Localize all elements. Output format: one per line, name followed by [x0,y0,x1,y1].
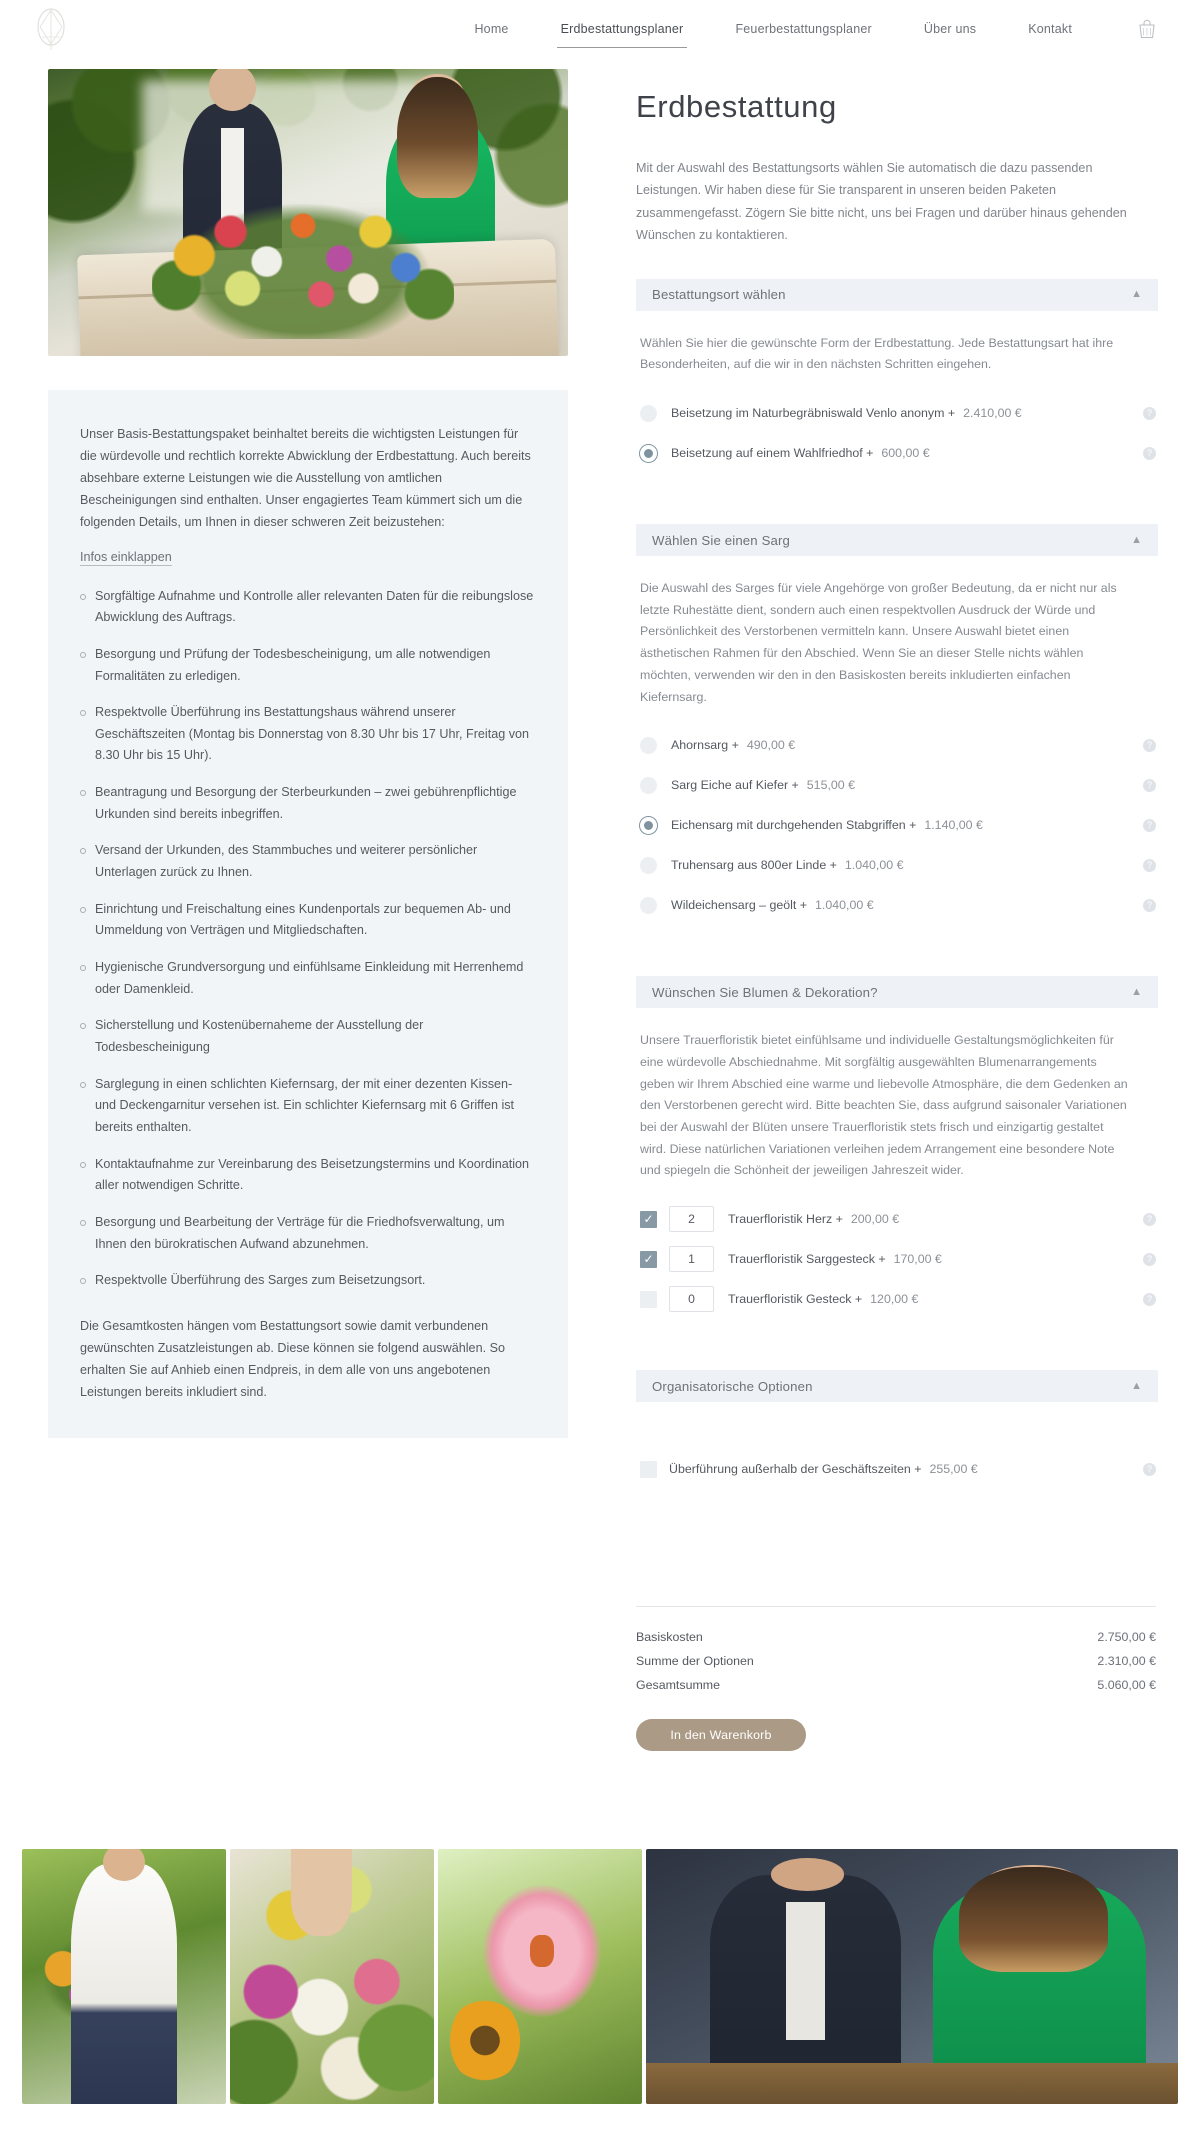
total-value: 2.750,00 € [1097,1630,1156,1645]
help-icon[interactable]: ? [1143,779,1156,792]
gallery-image-4 [646,1849,1178,2104]
chevron-up-icon[interactable]: ▲ [1131,1379,1142,1392]
option-price: 600,00 € [881,446,930,461]
right-column [636,69,1158,1751]
page-title: Erdbestattung [636,89,837,124]
page-content [0,57,1200,1751]
option-row-trauerfloristik-herz[interactable] [640,1204,1156,1234]
list-item: Respektvolle Überführung ins Bestattungshaus während unserer Geschäftszeiten (Montag bis Donnerstag von 8.30 Uhr bis 17 Uhr, Freitag von 8.30 Uhr bis 15 Uhr). [80,702,536,767]
help-icon[interactable]: ? [1143,819,1156,832]
help-icon[interactable]: ? [1143,1213,1156,1226]
option-label: Überführung außerhalb der Geschäftszeiten + [669,1462,922,1477]
nav-item-erdbestattungsplaner[interactable]: Erdbestattungsplaner [535,16,710,42]
option-label: Ahornsarg + [671,738,739,753]
option-price: 490,00 € [746,738,796,753]
option-row-ahornsarg[interactable] [640,730,1156,760]
two-column-layout [0,57,1200,1751]
page-intro-text: Mit der Auswahl des Bestattungsorts wählen Sie automatisch die dazu passenden Leistungen. Wir haben diese für Sie transparent in unseren beiden Paketen zusammengefasst. Zögern Sie bitte nicht, uns bei Fragen und darüber hinaus gehenden Wünschen zu kontaktieren. [636,161,1127,243]
list-item: Besorgung und Prüfung der Todesbescheinigung, um alle notwendigen Formalitäten zu erledigen. [80,644,536,687]
toggle-infos-link[interactable]: Infos einklappen [80,549,172,564]
quantity-input-trauerfloristik-herz[interactable]: 2 [669,1206,714,1232]
accordion-blumen-dekoration [636,976,1158,1314]
quantity-input-trauerfloristik-sarggesteck[interactable]: 1 [669,1246,714,1272]
accordion-title: Wählen Sie einen Sarg [652,532,791,548]
basis-package-info-card [48,390,568,1438]
option-row-truhensarg-linde[interactable] [640,850,1156,880]
accordion-body-blumen-dekoration [636,1008,1158,1314]
option-label: Beisetzung im Naturbegräbniswald Venlo anonym + [671,406,956,421]
option-price: 515,00 € [806,778,856,793]
accordion-header-bestattungsort[interactable] [636,279,1158,311]
accordion-body-sarg [636,556,1158,920]
gallery-4-woman-hair [959,1867,1108,1972]
accordion-bestattungsort [636,279,1158,468]
basis-package-footnote: Die Gesamtkosten hängen vom Bestattungsort sowie damit verbundenen gewünschten Zusatzleistungen ab. Diese können sie folgend auswählen. So erhalten Sie auf Anhieb einen Endpreis, in dem alle von uns angebotenen Leistungen bereits inkludiert sind. [80,1318,505,1399]
option-label: Eichensarg mit durchgehenden Stabgriffen + [671,818,917,833]
option-label: Truhensarg aus 800er Linde + [671,858,837,873]
site-logo[interactable] [28,6,74,52]
option-row-wildeichensarg-geoelt[interactable] [640,890,1156,920]
accordion-organisatorische-optionen [636,1370,1158,1484]
option-price: 255,00 € [929,1462,978,1477]
chevron-up-icon[interactable]: ▲ [1131,288,1142,301]
help-icon[interactable]: ? [1143,447,1156,460]
accordion-title: Organisatorische Optionen [652,1378,813,1394]
list-item: Einrichtung und Freischaltung eines Kundenportals zur bequemen Ab- und Ummeldung von Verträgen und Mitgliedschaften. [80,899,536,942]
list-item: Besorgung und Bearbeitung der Verträge für die Friedhofsverwaltung, um Ihnen den bürokratischen Aufwand abzunehmen. [80,1212,536,1255]
radio-wildeichensarg-geoelt[interactable] [640,897,657,914]
accordion-header-sarg[interactable] [636,524,1158,556]
help-icon[interactable]: ? [1143,1253,1156,1266]
accordion-description: Unsere Trauerfloristik bietet einfühlsame und individuelle Gestaltungsmöglichkeiten für eine würdevolle Abschiednahme. Mit sorgfältig ausgewählten Blumenarrangements geben wir Ihrem Abschied eine warme und liebevolle Atmosphäre, die dem Gedenken an den Verstorbenen gerecht wird. Bitte beachten Sie, dass aufgrund saisonaler Variationen bei der Auswahl der Blüten unsere Trauerfloristik stets frisch und einzigartig gestaltet wird. Diese natürlichen Variationen verleihen jedem Arrangement eine besondere Note und spiegeln die Schönheit der jeweiligen Jahreszeit wider. [640,1033,1128,1178]
total-label: Gesamtsumme [636,1678,720,1693]
left-column [48,69,570,1438]
accordion-header-blumen-dekoration[interactable] [636,976,1158,1008]
shopping-bag-glyph [1138,19,1156,39]
accordion-body-organisatorische-optionen [636,1402,1158,1484]
list-item: Beantragung und Besorgung der Sterbeurkunden – zwei gebührenpflichtige Urkunden sind bereits inbegriffen. [80,782,536,825]
list-item: Sicherstellung und Kostenübernaheme der Ausstellung der Todesbescheinigung [80,1015,536,1058]
gallery-image-1 [22,1849,226,2104]
help-icon[interactable]: ? [1143,1463,1156,1476]
accordion-body-bestattungsort [636,311,1158,468]
hero-photo [48,69,568,356]
total-row-basiskosten [636,1625,1156,1649]
included-services-list [80,586,536,1292]
radio-wahlfriedhof[interactable] [640,445,657,462]
accordion-sarg [636,524,1158,920]
total-value: 2.310,00 € [1097,1654,1156,1669]
nav-item-home[interactable]: Home [474,21,509,36]
photo-gallery [22,1849,1178,2104]
total-row-gesamtsumme [636,1673,1156,1697]
gallery-3-sunflower [450,1997,519,2084]
site-header [0,0,1200,57]
option-row-wahlfriedhof[interactable] [640,438,1156,468]
option-row-ueberfuehrung-ausserhalb[interactable] [640,1454,1156,1484]
option-price: 1.040,00 € [815,898,874,913]
section-spacer [636,930,1158,976]
help-icon[interactable]: ? [1143,1293,1156,1306]
checkbox-trauerfloristik-herz[interactable] [640,1211,657,1228]
option-row-sarg-eiche-auf-kiefer[interactable] [640,770,1156,800]
option-price: 170,00 € [893,1252,942,1267]
total-row-summe-der-optionen [636,1649,1156,1673]
option-price: 200,00 € [850,1212,900,1227]
total-label: Basiskosten [636,1630,703,1645]
shopping-bag-icon[interactable] [1134,16,1160,42]
gallery-4-table [646,2063,1178,2104]
section-spacer [636,1324,1158,1370]
accordion-description: Die Auswahl des Sarges für viele Angehörge von großer Bedeutung, da er nicht nur als letzte Ruhestätte dient, sondern auch einen respektvollen Ausdruck der Würde und Persönlichkeit des Verstorbenen vermitteln kann. Unsere Auswahl bietet einen ästhetischen Rahmen für den Abschied. Wenn Sie an dieser Stelle nichts wählen möchten, verwenden wir den in den Basiskosten bereits inkludierten einfachen Kiefernsarg. [640,581,1117,704]
accordion-title: Bestattungsort wählen [652,287,786,303]
radio-truhensarg-linde[interactable] [640,857,657,874]
list-item: Respektvolle Überführung des Sarges zum Beisetzungsort. [80,1270,536,1292]
option-row-eichensarg-stabgriffen[interactable] [640,810,1156,840]
help-icon[interactable]: ? [1143,899,1156,912]
list-item: Hygienische Grundversorgung und einfühlsame Einkleidung mit Herrenhemd oder Damenkleid. [80,957,536,1000]
radio-naturbegraebniswald[interactable] [640,405,657,422]
help-icon[interactable]: ? [1143,407,1156,420]
leaf-oval-logo-icon [32,7,70,51]
help-icon[interactable]: ? [1143,859,1156,872]
option-label: Trauerfloristik Sarggesteck + [728,1252,886,1267]
hero-bouquet [152,190,454,339]
option-label: Trauerfloristik Herz + [728,1212,843,1227]
radio-sarg-eiche-auf-kiefer[interactable] [640,777,657,794]
option-price: 120,00 € [870,1292,919,1307]
option-label: Wildeichensarg – geölt + [671,898,808,913]
help-icon[interactable]: ? [1143,739,1156,752]
body-spacer [640,1424,1156,1454]
accordion-description: Wählen Sie hier die gewünschte Form der Erdbestattung. Jede Bestattungsart hat ihre Besonderheiten, auf die wir in den nächsten Schritten eingehen. [640,335,1114,372]
radio-eichensarg-stabgriffen[interactable] [640,817,657,834]
option-label: Sarg Eiche auf Kiefer + [671,778,799,793]
option-row-trauerfloristik-sarggesteck[interactable] [640,1244,1156,1274]
accordion-header-organisatorische-optionen[interactable] [636,1370,1158,1402]
option-label: Trauerfloristik Gesteck + [728,1292,863,1307]
list-item: Kontaktaufnahme zur Vereinbarung des Beisetzungstermins und Koordination aller notwendigen Schritte. [80,1154,536,1197]
checkbox-trauerfloristik-sarggesteck[interactable] [640,1251,657,1268]
hero-woman-hair [397,77,478,198]
list-item: Versand der Urkunden, des Stammbuches und weiterer persönlicher Unterlagen zurück zu Ihnen. [80,840,536,883]
option-price: 1.040,00 € [844,858,904,873]
checkbox-trauerfloristik-gesteck[interactable] [640,1291,657,1308]
nav-item-kontakt[interactable]: Kontakt [1028,21,1072,36]
nav-item-ueber-uns[interactable]: Über uns [923,21,977,36]
option-row-trauerfloristik-gesteck[interactable] [640,1284,1156,1314]
gallery-2-hand [291,1849,352,1936]
option-price: 2.410,00 € [963,406,1022,421]
option-price: 1.140,00 € [924,818,983,833]
option-row-naturbegraebniswald[interactable] [640,398,1156,428]
chevron-up-icon[interactable]: ▲ [1131,985,1142,998]
gallery-image-2 [230,1849,434,2104]
main-navigation [448,16,1160,42]
cost-summary [636,1606,1156,1751]
list-item: Sarglegung in einen schlichten Kiefernsarg, der mit einer dezenten Kissen- und Deckengarnitur versehen ist. Ein schlichter Kiefernsarg mit 6 Griffen ist bereits enthalten. [80,1074,536,1139]
gallery-image-3 [438,1849,642,2104]
total-value: 5.060,00 € [1097,1678,1156,1693]
chevron-up-icon[interactable]: ▲ [1131,533,1142,546]
option-label: Beisetzung auf einem Wahlfriedhof + [671,446,874,461]
gallery-1-person [71,1864,177,2104]
total-label: Summe der Optionen [636,1654,754,1669]
checkbox-ueberfuehrung-ausserhalb[interactable] [640,1461,657,1478]
list-item: Sorgfältige Aufnahme und Kontrolle aller relevanten Daten für die reibungslose Abwicklung des Auftrags. [80,586,536,629]
radio-ahornsarg[interactable] [640,737,657,754]
section-spacer [636,478,1158,524]
accordion-title: Wünschen Sie Blumen & Dekoration? [652,984,878,1000]
gallery-3-lily [483,1885,601,2018]
basis-package-lead-text: Unser Basis-Bestattungspaket beinhaltet bereits die wichtigsten Leistungen für die würdevolle und rechtlich korrekte Abwicklung der Erdbestattung. Auch bereits absehbare externe Leistungen wie die Ausstellung von amtlichen Bescheinigungen sind enthalten. Unser engagiertes Team kümmert sich um die folgenden Details, um Ihnen in dieser schweren Zeit beizustehen: [80,427,531,529]
add-to-cart-button[interactable]: In den Warenkorb [636,1719,806,1751]
quantity-input-trauerfloristik-gesteck[interactable]: 0 [669,1286,714,1312]
nav-item-feuerbestattungsplaner[interactable]: Feuerbestattungsplaner [735,21,872,36]
